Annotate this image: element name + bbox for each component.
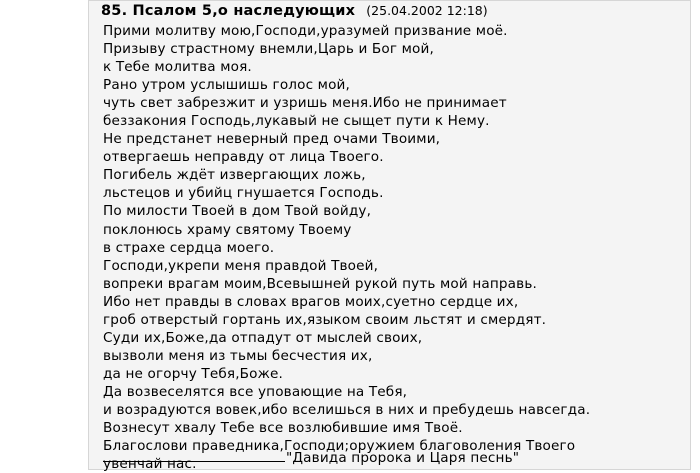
poem-line: По милости Твоей в дом Твой войду, [103,203,372,220]
poem-line: чуть свет забрезжит и узришь меня.Ибо не принимает [103,95,507,112]
poem-line: Да возвеселятся все уповающие на Тебя, [103,383,408,400]
poem-line: Погибель ждёт извергающих ложь, [103,167,366,184]
poem-line: Суди их,Боже,да отпадут от мыслей своих, [103,329,423,346]
poem-line: поклонюсь храму святому Твоему [103,221,352,238]
poem-line: в страхе сердца моего. [103,239,275,256]
poem-line: Вознесут хвалу Тебе все возлюбившие имя Твоё. [103,420,463,437]
signature-rule [103,449,285,462]
signature [103,449,519,467]
poem-line: Призыву страстному внемли,Царь и Бог мой, [103,41,434,58]
post-header [101,1,488,19]
signature-text: "Давида пророка и Царя песнь" [286,450,520,466]
poem-line: вопреки врагам моим,Всевышней рукой путь мой направь. [103,275,537,292]
poem-line: Прими молитву мою,Господи,уразумей призвание моё. [103,23,508,39]
post-date: (25.04.2002 12:18) [366,3,488,18]
poem-line: гроб отверстый гортань их,языком своим льстят и смердят. [103,311,547,328]
poem-line: льстецов и убийц гнушается Господь. [103,185,384,202]
poem-line: Ибо нет правды в словах врагов моих,суетно сердце их, [103,293,519,310]
poem-line: вызволи меня из тьмы бесчестия их, [103,347,373,364]
poem-line: Не предстанет неверный пред очами Твоими, [103,131,441,148]
poem-line: к Тебе молитва моя. [103,59,252,76]
poem-line: отвергаешь неправду от лица Твоего. [103,149,384,166]
post-body [103,22,688,473]
poem-line: и возрадуются вовек,ибо вселишься в них и пребудешь навсегда. [103,401,591,418]
poem-line: да не огорчу Тебя,Боже. [103,365,283,382]
post-title: 85. Псалом 5,о наследующих [101,3,356,19]
poem-line: беззакония Господь,лукавый не сыщет пути к Нему. [103,113,490,130]
poem-line: Рано утром услышишь голос мой, [103,77,351,94]
poem-line: Господи,укрепи меня правдой Твоей, [103,257,379,274]
poem-line: Благослови праведника,Господи;оружием благоволения Твоего [103,438,576,455]
poem-line: увенчай нас. [103,456,197,473]
